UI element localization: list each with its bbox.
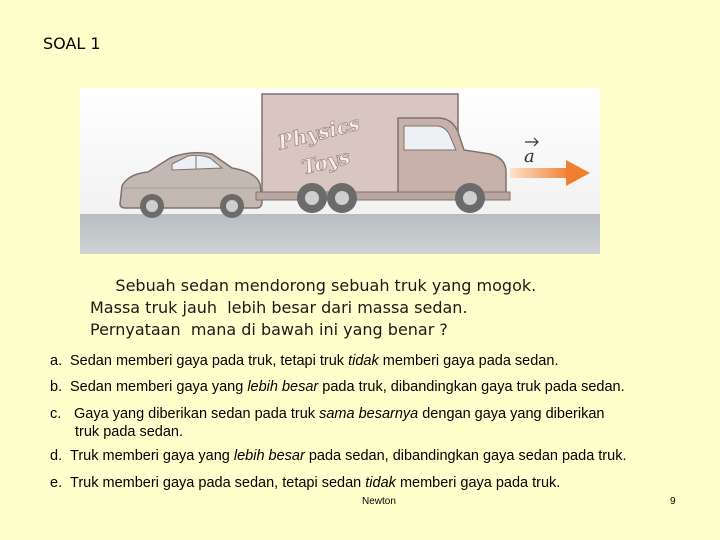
option-a[interactable]: a. Sedan memberi gaya pada truk, tetapi truk tidak memberi gaya pada sedan.: [50, 353, 559, 369]
question-line-3: Pernyataan mana di bawah ini yang benar ?: [90, 320, 448, 339]
option-d-label: d.: [50, 448, 63, 464]
option-d[interactable]: d. Truk memberi gaya yang lebih besar pada sedan, dibandingkan gaya sedan pada truk.: [50, 448, 627, 464]
option-b-label: b.: [50, 379, 63, 395]
question-text: [90, 275, 650, 341]
option-a-label: a.: [50, 353, 63, 369]
footer-topic: Newton: [362, 496, 396, 507]
option-e[interactable]: e. Truk memberi gaya pada sedan, tetapi sedan tidak memberi gaya pada truk.: [50, 475, 561, 491]
option-c[interactable]: c. Gaya yang diberikan sedan pada truk sama besarnya dengan gaya yang diberikan truk pada sedan.: [50, 406, 605, 440]
question-line-1: Sebuah sedan mendorong sebuah truk yang mogok.: [90, 276, 537, 295]
option-e-label: e.: [50, 475, 63, 491]
slide-title: SOAL 1: [43, 34, 101, 53]
acceleration-symbol: a: [524, 146, 535, 167]
page-number: 9: [670, 496, 676, 507]
option-b[interactable]: b. Sedan memberi gaya yang lebih besar pada truk, dibandingkan gaya truk pada sedan.: [50, 379, 625, 395]
sedan-truck-illustration: [80, 88, 600, 254]
truck-text-line1: Physics: [275, 110, 363, 155]
question-line-2: Massa truk jauh lebih besar dari massa sedan.: [90, 298, 468, 317]
option-c-label: c.: [50, 406, 62, 422]
truck-text-line2: Toys: [299, 144, 353, 180]
